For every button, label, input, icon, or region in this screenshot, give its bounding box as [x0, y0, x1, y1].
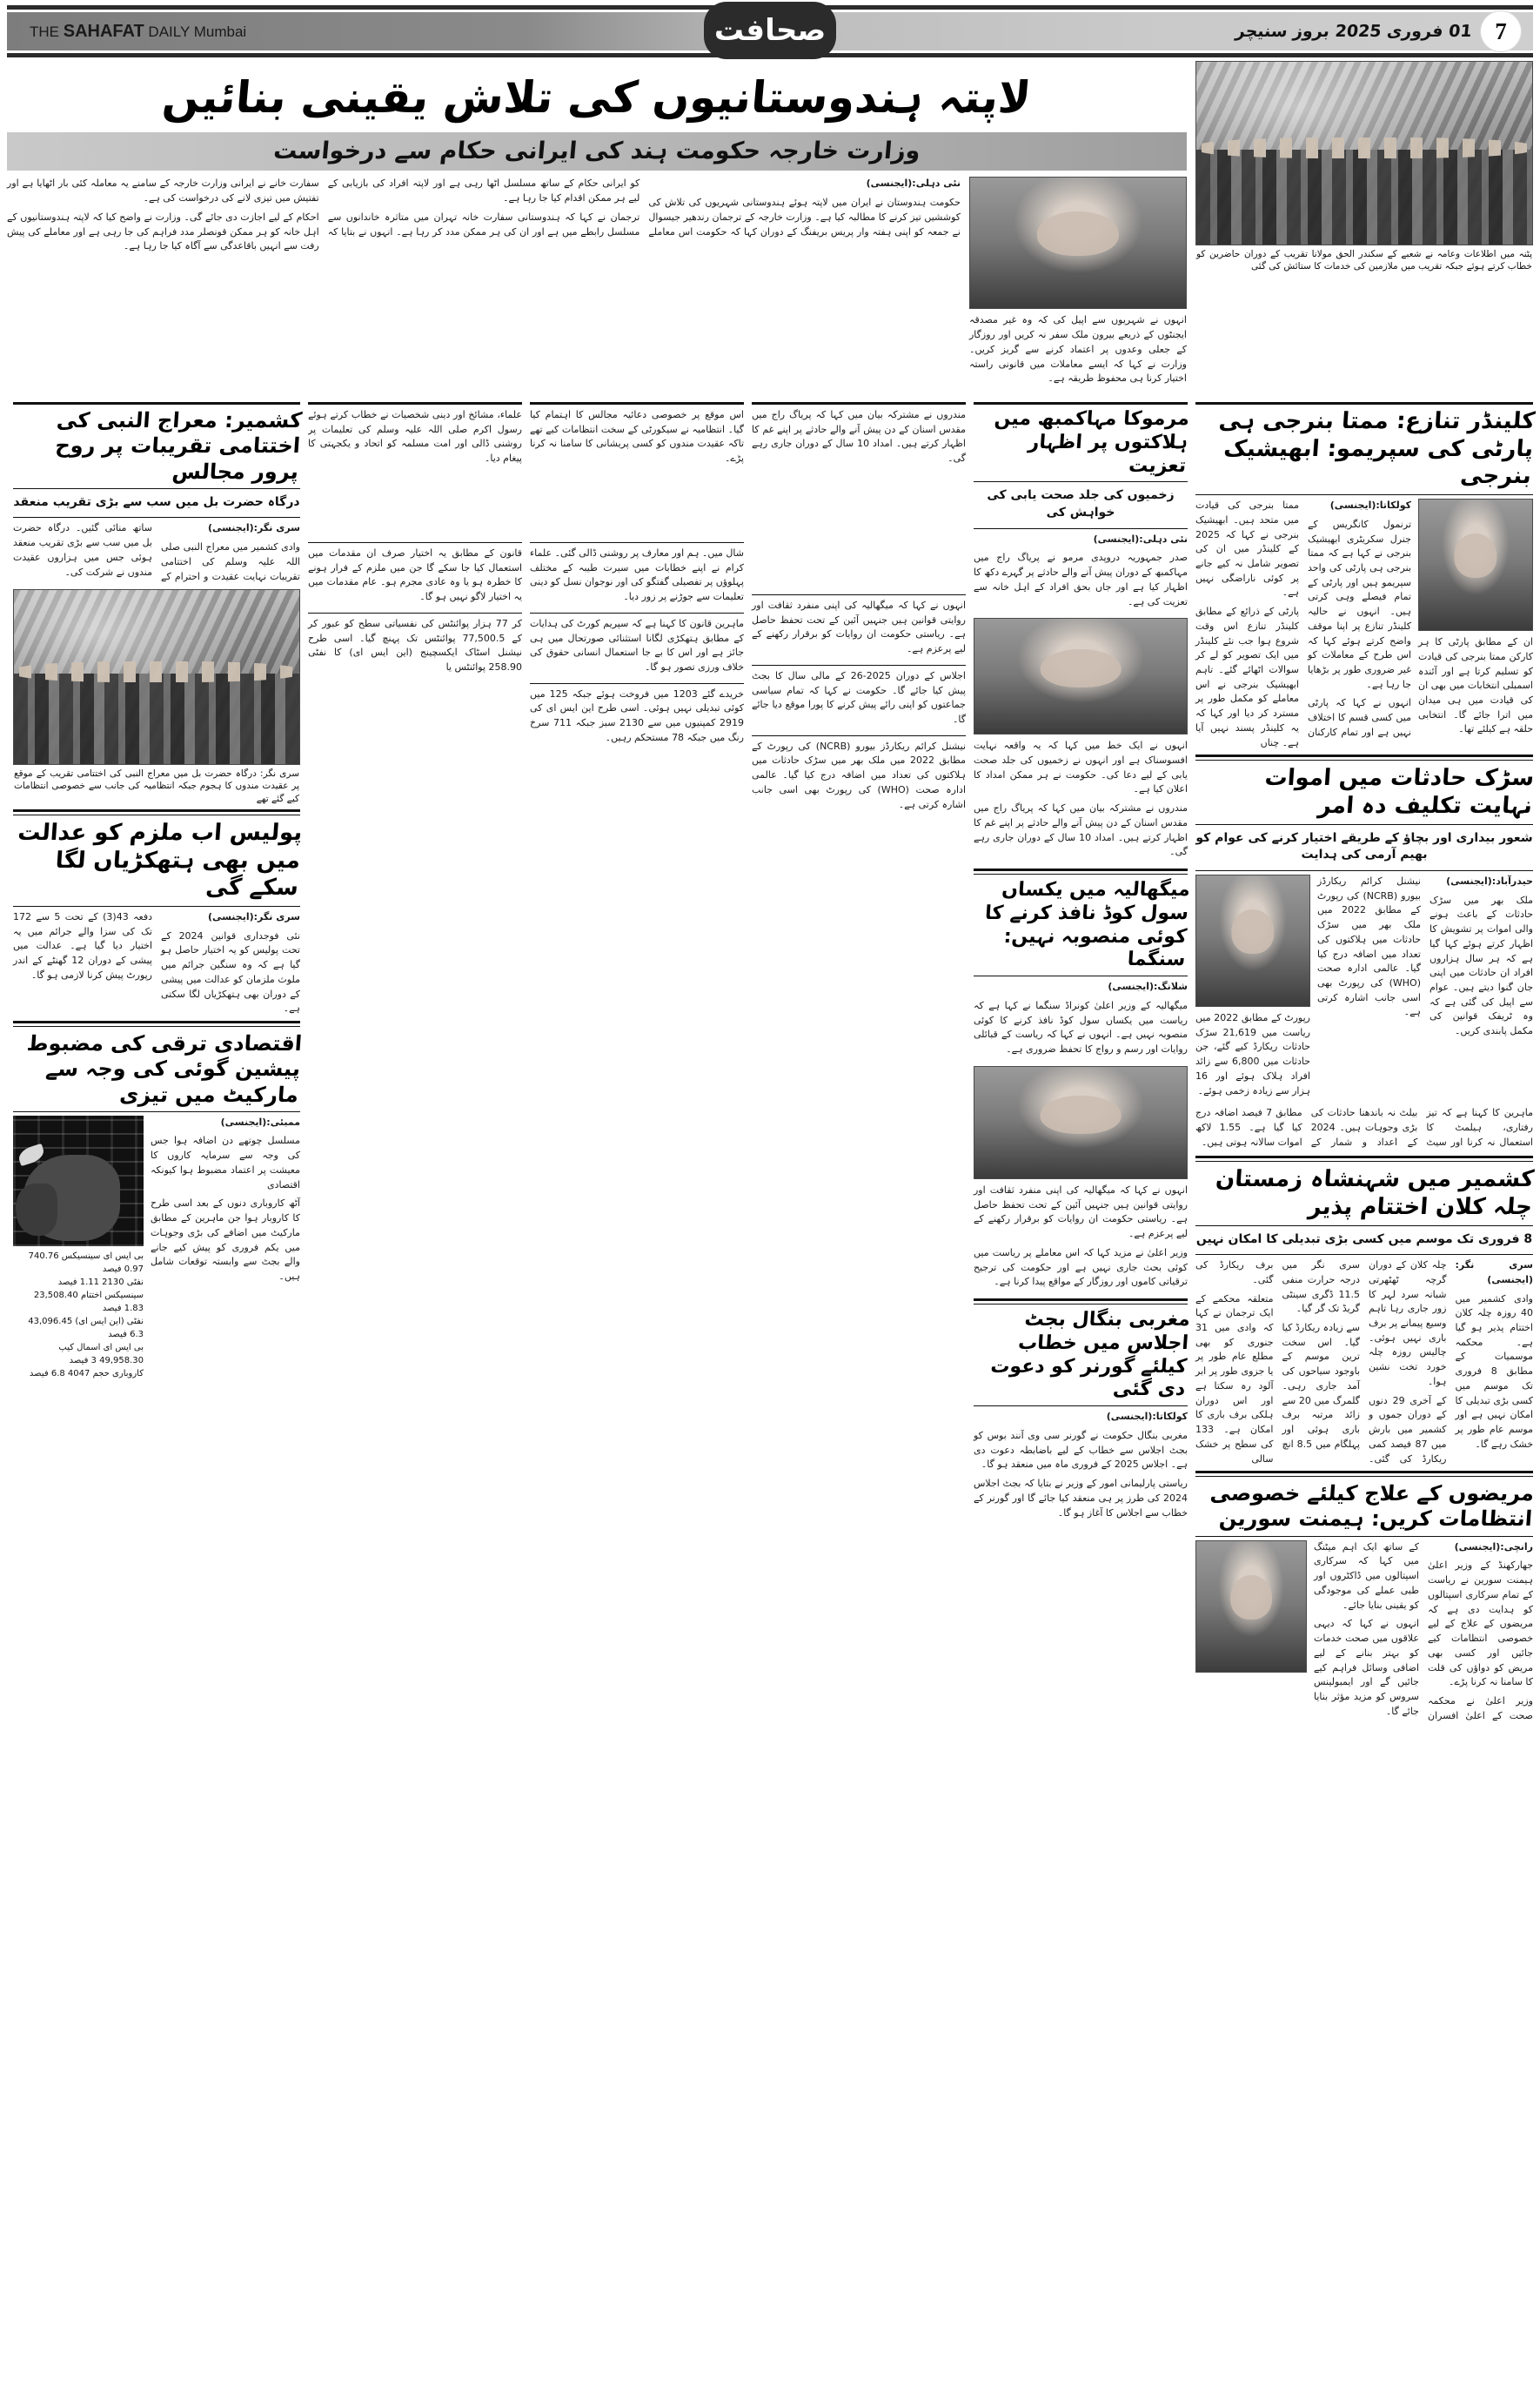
kw-col-c: کے آخری 29 دنوں کے دوران جموں و کشمیر میں بارش میں 87 فیصد کمی ریکارڈ کی گئی۔ سری نگر میں درجہ حرارت منفی 11.5 ڈگری سینٹی گریڈ تک گر گیا۔	[1282, 1259, 1447, 1465]
column-middle-b	[752, 398, 966, 1723]
meghalaya-col-b: انہوں نے کہا کہ میگھالیہ کی اپنی منفرد ثقافت اور روایتی قوانین ہیں جنہیں آئین کے تحت تحفظ حاصل ہے۔ ریاستی حکومت ان روایات کو برقرار رکھنے کے لیے پرعزم ہے۔	[974, 1184, 1188, 1240]
column-right	[1195, 398, 1537, 1723]
road-body-a	[1317, 875, 1533, 1103]
road-col-a: ملک بھر میں سڑک حادثات کے باعث ہونے والی اموات پر تشویش کا اظہار کرتے ہوئے کہا گیا ہے کہ ہر سال ہزاروں افراد ان حادثات میں اپنی جان گنوا دیتے ہیں۔ عوام سے اپیل کی گئی ہے کہ وہ ٹریفک قوانین کی مکمل پابندی کریں۔	[1430, 894, 1533, 1037]
market-col-a: مسلسل چوتھے دن اضافہ ہوا جس کی وجہ سے سرمایہ کاروں کا معیشت پر اعتماد مضبوط ہوا کیونکہ اقتصادی	[151, 1135, 300, 1190]
kw-col-d: سے زیادہ ریکارڈ کیا گیا۔ اس سخت ترین موسم کے باوجود سیاحوں کی آمد جاری رہی۔ گلمرگ میں 20 سے زائد مرتبہ برف باری ہوئی اور پہلگام میں 8.5 انچ برف ریکارڈ کی گئی۔	[1195, 1259, 1360, 1450]
meghalaya-spill	[752, 599, 966, 661]
patients-dateline: رانچی:(ایجنسی)	[1454, 1540, 1533, 1553]
index-name-3: نفٹی (این ایس ای)	[75, 1316, 144, 1326]
lead-headline: لاپتہ ہندوستانیوں کی تلاش یقینی بنائیں	[160, 72, 1034, 123]
miraj-col-b: علماء، مشائخ اور دینی شخصیات نے خطاب کرتے ہوئے رسول اکرم صلی اللہ علیہ وسلم کی تعلیمات پر روشنی ڈالی اور امت مسلمہ کو اتحاد و یکجہتی کا پیغام دیا۔	[308, 408, 522, 465]
index-name-0: بی ایس ای سینسیکس	[61, 1251, 144, 1261]
index-row-1	[13, 1276, 144, 1289]
lead-portrait-photo	[969, 177, 1187, 309]
kumbh-body-b	[974, 739, 1188, 864]
patients-headline: مریضوں کے علاج کیلئے خصوصی انتظامات کریں: ہیمنت سورین	[1209, 1481, 1536, 1532]
miraj-spill-c	[308, 408, 522, 539]
index-name-1: نفٹی	[126, 1277, 144, 1287]
bengal-spill	[752, 669, 966, 732]
market-spill-a	[530, 687, 744, 750]
lead-photo	[1195, 61, 1533, 245]
masthead-bar	[7, 12, 1533, 50]
kumbh-photo	[974, 618, 1188, 734]
index-row-5	[13, 1367, 144, 1380]
meghalaya-col-c: وزیر اعلیٰ نے مزید کہا کہ اس معاملے پر ریاست میں کوئی بحث جاری نہیں ہے اور حکومت کی ترجیح ترقیاتی کاموں اور روزگار کے مواقع پیدا کرنا ہے۔	[974, 1246, 1188, 1288]
market-headline: اقتصادی ترقی کی مضبوط پیشین گوئی کی وجہ سے مارکیٹ میں تیزی	[25, 1030, 304, 1107]
kumbh-col-a: صدر جمہوریہ دروپدی مرمو نے پریاگ راج میں مہاکمبھ کے دوران پیش آنے والے حادثے پر گہرے دکھ کا اظہار کیا ہے اور جاں بحق افراد کے اہل خانہ سے تعزیت کی ہے۔	[974, 552, 1188, 607]
miraj-dateline: سری نگر:(ایجنسی)	[207, 522, 300, 534]
masthead-date: 01 فروری 2025 بروز سنیچر	[1235, 22, 1474, 41]
road-spill	[752, 740, 966, 817]
miraj-photo-caption: سری نگر: درگاہ حضرت بل میں معراج النبی کی اختتامی تقریب کے موقع پر عقیدت مندوں کا ہجوم جبکہ انتظامیہ کی جانب سے خصوصی انتظامات کیے گئے تھے	[14, 768, 299, 804]
miraj-spill-a	[530, 408, 744, 539]
road-body-b	[1195, 1106, 1533, 1151]
lead-col-c: انہوں نے شہریوں سے اپیل کی کہ وہ غیر مصدقہ ایجنٹوں کے ذریعے بیرون ملک سفر نہ کریں اور روزگار کے جعلی وعدوں پر اعتماد کرنے سے گریز کریں۔ وزارت نے کہا کہ ایسے معاملات میں قانونی راستہ اختیار کرنا ہی محفوظ طریقہ ہے۔	[969, 314, 1187, 385]
sahafat-logo: صحافت	[704, 2, 836, 59]
bengal-budget-body	[974, 1410, 1188, 1525]
market-indices-list	[13, 1250, 144, 1380]
meghalaya-dateline: شلانگ:(ایجنسی)	[1108, 981, 1188, 993]
meghalaya-body-a	[974, 980, 1188, 1062]
police-col-a: نئی فوجداری قوانین 2024 کے تحت پولیس کو یہ اختیار حاصل ہو گیا ہے کہ وہ سنگین جرائم میں ملوث ملزمان کو عدالت میں پیشی کے دوران بھی ہتھکڑیاں لگا سکتی ہے۔	[161, 929, 300, 1015]
police-col-b: قانون کے مطابق یہ اختیار صرف ان مقدمات میں استعمال کیا جا سکے گا جن میں ملزم کے فرار ہونے کا خطرہ ہو یا وہ عادی مجرم ہو۔ عام مقدمات میں یہ اختیار لاگو نہیں ہو گا۔	[308, 547, 522, 603]
index-row-0	[13, 1250, 144, 1276]
bengal-col-a: مغربی بنگال حکومت نے گورنر سی وی آنند بوس کو بجٹ اجلاس سے خطاب کے لیے باضابطہ دعوت دی ہے۔ اجلاس 2025 کے فروری ماہ میں منعقد ہو گا۔	[974, 1429, 1188, 1471]
miraj-subhead: درگاہ حضرت بل میں سب سے بڑی تقریب منعقد	[13, 494, 300, 509]
market-body	[151, 1116, 300, 1380]
index-pct-0: 0.97 فیصد	[102, 1264, 144, 1274]
miraj-col-d: شال میں۔ ہم اور معارف پر روشنی ڈالی گئی۔ علماء کرام نے اپنے خطابات میں سیرت طیبہ کے مختلف پہلوؤں پر تفصیلی گفتگو کی اور نوجوان نسل کو دینی تعلیمات سے جوڑنے پر زور دیا۔	[529, 547, 744, 603]
meghalaya-col-a: میگھالیہ کے وزیر اعلیٰ کونراڈ سنگما نے کہا ہے کہ ریاست میں یکساں سول کوڈ نافذ کرنے کا کوئی منصوبہ نہیں ہے۔ انہوں نے کہا کہ ریاست کے قبائلی روایات اور رسم و رواج کا تحفظ ضروری ہے۔	[974, 1000, 1188, 1056]
english-title-brand: SAHAFAT	[63, 21, 144, 41]
index-value-0: 740.76	[28, 1251, 59, 1261]
lead-col-d: احکام کے لیے اجازت دی جائے گی۔ وزارت نے واضح کیا کہ لاپتہ ہندوستانیوں کے اہل خانہ کو ہر ممکن قونصلر مدد فراہم کی جا رہی ہے اور معاملے کی پیش رفت سے انہیں باقاعدگی سے آگاہ کیا جا رہا ہے۔	[7, 211, 319, 252]
index-value-3: 43,096.45	[28, 1316, 73, 1326]
lead-body	[7, 177, 961, 254]
kw-col-e: متعلقہ محکمے کے ایک ترجمان نے کہا کہ وادی میں 31 جنوری کو بھی مطلع عام طور پر یا جزوی طور پر ابر آلود رہ سکتا ہے اور اس دوران ہلکی برف باری کا امکان ہے۔ 133 کی سطح پر خشک سالی	[1195, 1292, 1274, 1465]
lead-photo-block	[1195, 61, 1533, 391]
police-col-c: ماہرین قانون کا کہنا ہے کہ سپریم کورٹ کی ہدایات کے مطابق ہتھکڑی لگانا استثنائی صورتحال میں ہی جائز ہے اور اس کا بے جا استعمال انسانی حقوق کی خلاف ورزی تصور ہو گا۔	[530, 617, 744, 674]
kumbh-col-b: انہوں نے ایک خط میں کہا کہ یہ واقعہ نہایت افسوسناک ہے اور انہوں نے زخمیوں کی جلد صحت یابی کے لیے دعا کی۔ حکومت نے ہر ممکن امداد کا اعلان کیا ہے۔	[974, 740, 1188, 795]
newspaper-page	[0, 5, 1540, 2381]
patients-photo	[1195, 1540, 1307, 1673]
kashmir-winter-headline: کشمیر میں شہنشاہ زمستان چلہ کلان اختتام پذیر	[1215, 1166, 1536, 1220]
meghalaya-photo	[974, 1066, 1188, 1179]
banerjee-col-a: ترنمول کانگریس کے جنرل سکریٹری ابھیشیک بنرجی نے کہا ہے کہ ممتا بنرجی ہی پارٹی کی واحد سپریمو ہیں اور پارٹی کے تمام فیصلے وہی کرتی ہیں۔ انہوں نے حالیہ کلینڈر تنازع پر اپنا موقف واضح کرتے ہوئے کہا کہ اس طرح کے معاملات کو غیر ضروری طور پر بڑھایا جا رہا ہے۔	[1308, 518, 1411, 690]
column-left-b	[308, 398, 522, 1723]
police-spill-b	[308, 547, 522, 609]
road-dateline: حیدرآباد:(ایجنسی)	[1446, 875, 1533, 887]
market-col-c: خریدے گئے 1203 میں فروخت ہوئے جبکہ 125 میں کوئی تبدیلی نہیں ہوئی۔ اسی طرح این ایس ای کی 2919 کمپنیوں میں سے 2130 سبز جبکہ 711 سرخ رنگ میں جبکہ 78 مستحکم رہیں۔	[530, 687, 745, 743]
english-title-post: DAILY Mumbai	[144, 23, 247, 40]
lead-subhead: وزارت خارجہ حکومت ہند کی ایرانی حکام سے درخواست	[272, 137, 922, 164]
police-headline: پولیس اب ملزم کو عدالت میں بھی ہتھکڑیاں لگا سکے گی	[17, 819, 304, 902]
bengal-col-b: ریاستی پارلیمانی امور کے وزیر نے بتایا کہ بجٹ اجلاس 2024 کی طرز پر ہی منعقد کیا جائے گا اور گورنر کے خطاب سے اجلاس کا آغاز ہو گا۔	[974, 1478, 1188, 1519]
banerjee-col-d: ان کے مطابق پارٹی کا ہر کارکن ممتا بنرجی کی قیادت کو تسلیم کرتا ہے اور آئندہ اسمبلی انتخابات میں بھی ان کی قیادت میں ہی میدان میں اترا جائے گا۔ انتخابی حلقہ ہے کیلئے تھا۔	[1418, 636, 1533, 735]
banerjee-headline: کلینڈر تنازع: ممتا بنرجی ہی پارٹی کی سپریمو: ابھیشیک بنرجی	[1217, 407, 1537, 490]
bengal-dateline: کولکاتا:(ایجنسی)	[1106, 1411, 1188, 1423]
kumbh-headline: مرموکا مہاکمبھ میں ہلاکتوں پر اظہار تعزیت	[993, 407, 1190, 477]
kumbh-spill-text: مندروں نے مشترکہ بیان میں کہا کہ پریاگ راج میں مقدس اسنان کے دن پیش آنے والے حادثے پر اپنے غم کا اظہار کرتے ہیں۔ امداد 10 سال کے دوران جاری رہے گی۔	[752, 408, 966, 465]
lead-subhead-band	[7, 132, 1187, 171]
english-title-pre: THE	[30, 23, 64, 40]
lead-story	[7, 61, 1533, 391]
road-headline: سڑک حادثات میں اموات نہایت تکلیف دہ امر	[1263, 765, 1536, 820]
miraj-spill-b	[530, 547, 744, 609]
bengal-col-c: اجلاس کے دوران 2025-26 کے مالی سال کا بجٹ پیش کیا جائے گا۔ حکومت نے کہا کہ تمام سیاسی جماعتوں کو اپنی رائے پیش کرنے کا پورا موقع دیا جائے گا۔	[752, 669, 966, 726]
index-name-5: کاروباری حجم	[92, 1368, 144, 1378]
index-name-2: سینسیکس اختتام	[80, 1290, 144, 1300]
kw-col-a: وادی کشمیر میں 40 روزہ چلہ کلان اختتام پذیر ہو گیا ہے۔ محکمہ موسمیات کے مطابق 8 فروری تک موسم میں کسی بڑی تبدیلی کا امکان نہیں ہے اور موسم عام طور پر خشک رہے گا۔	[1455, 1292, 1533, 1450]
road-spill-text: نیشنل کرائم ریکارڈز بیورو (NCRB) کی رپورٹ کے مطابق 2022 میں ملک بھر میں سڑک حادثات میں ہلاکتوں کی تعداد میں اضافہ درج کیا گیا۔ عالمی ادارہ صحت (WHO) کی رپورٹ بھی اسی جانب اشارہ کرتی ہے۔	[752, 740, 966, 810]
market-col-d: آٹھ کاروباری دنوں کے بعد اسی طرح کا کاروبار ہوا جن ماہرین کے مطابق مارکیٹ میں اضافے کی بڑی وجوہات میں یکم فروری کو پیش کیے جانے والے بجٹ سے وابستہ توقعات شامل ہیں۔	[151, 1197, 300, 1282]
meghalaya-spill-text: انہوں نے کہا کہ میگھالیہ کی اپنی منفرد ثقافت اور روایتی قوانین ہیں جنہیں آئین کے تحت تحفظ حاصل ہے۔ ریاستی حکومت ان روایات کو برقرار رکھنے کے لیے پرعزم ہے۔	[752, 599, 966, 655]
index-value-1: 2130	[102, 1277, 124, 1287]
masthead-english-title	[7, 22, 246, 42]
column-left-a	[530, 398, 744, 1723]
miraj-body	[13, 521, 300, 584]
police-spill-a	[530, 617, 744, 680]
lead-photo-caption: پٹنہ میں اطلاعات وعامہ نے شعبے کے سکندر الحق مولانا تقریب کے دوران حاضرین کو خطاب کرتے ہوئے جبکہ تقریب میں ملازمین کی خدمات کا ستائش کی گئی	[1196, 249, 1532, 272]
banerjee-dateline: کولکاتا:(ایجنسی)	[1329, 500, 1411, 512]
market-dateline: ممبئی:(ایجنسی)	[220, 1116, 300, 1128]
road-photo	[1195, 875, 1310, 1007]
kumbh-col-c: مندروں نے مشترکہ بیان میں کہا کہ پریاگ راج میں مقدس اسنان کے دن پیش آنے والے حادثے پر اپنے غم کا اظہار کرتے ہیں۔ امداد 10 سال کے دوران جاری رہے گی۔	[974, 802, 1188, 858]
kashmir-winter-dateline: سری نگر:(ایجنسی)	[1455, 1259, 1533, 1285]
index-pct-1: 1.11 فیصد	[57, 1277, 99, 1287]
lead-dateline: نئی دہلی:(ایجنسی)	[866, 178, 961, 190]
market-spill-b	[308, 617, 522, 680]
road-subhead: شعور بیداری اور بچاؤ کے طریقے اختیار کرنے کی عوام کو بھیم آرمی کی ہدایت	[1195, 830, 1533, 862]
kashmir-winter-body	[1195, 1258, 1533, 1466]
patients-body	[1314, 1540, 1533, 1724]
lead-col-a: حکومت ہندوستان نے ایران میں لاپتہ ہوئے ہندوستانی شہریوں کی تلاش کی کوششیں تیز کرنے کا مطالبہ کیا ہے۔ وزارت خارجہ کے ترجمان رندھیر جیسوال نے جمعہ کو اپنی ہفتہ وار پریس بریفنگ کے دوران کہا کہ حکومت اس معاملے کو ایرانی حکام کے ساتھ مسلسل اٹھا رہی ہے اور لاپتہ افراد کی بازیابی کے لیے ہر ممکن اقدام کیا جا رہا ہے۔	[327, 178, 961, 238]
lead-col-b: ترجمان نے کہا کہ ہندوستانی سفارت خانہ تہران میں متاثرہ خاندانوں سے مسلسل رابطے میں ہے اور ان کی ہر ممکن مدد کر رہا ہے۔ انہوں نے بتایا کہ سفارت خانے نے ایرانی وزارت خارجہ کے سامنے یہ معاملہ کئی بار اٹھایا ہے اور تفتیش میں تیزی لانے کی درخواست کی ہے۔	[7, 178, 640, 238]
index-row-2	[13, 1289, 144, 1315]
banerjee-body	[1195, 499, 1411, 750]
police-body	[13, 910, 300, 1016]
miraj-headline: کشمیر: معراج النبی کی اختتامی تقریبات پر روح پرور مجالس	[54, 407, 304, 484]
kumbh-subhead: زخمیوں کی جلد صحت یابی کی خواہش کی	[987, 488, 1175, 520]
miraj-col-a: وادی کشمیر میں معراج النبی صلی اللہ علیہ وسلم کی اختتامی تقریبات نہایت عقیدت و احترام کے ساتھ منائی گئیں۔ درگاہ حضرت بل میں سب سے بڑی تقریب منعقد ہوئی جس میں ہزاروں عقیدت مندوں نے شرکت کی۔	[13, 522, 300, 582]
market-col-b: کر 77 ہزار پوائنٹس کی نفسیاتی سطح کو عبور کر کے 77,500.5 پوائنٹس تک پہنچ گیا۔ اسی طرح نیشنل اسٹاک ایکسچینج (این ایس ای) کا نفٹی 258.90 پوائنٹس یا	[308, 617, 522, 674]
kashmir-winter-subhead: 8 فروری تک موسم میں کسی بڑی تبدیلی کا امکان نہیں	[1195, 1231, 1533, 1246]
index-value-5: 4047	[67, 1368, 90, 1378]
kumbh-body-a	[974, 533, 1188, 614]
road-col-b: نیشنل کرائم ریکارڈز بیورو (NCRB) کی رپورٹ کے مطابق 2022 میں ملک بھر میں سڑک حادثات میں ہلاکتوں کی تعداد میں اضافہ درج کیا گیا۔ عالمی ادارہ صحت (WHO) کی رپورٹ بھی اسی جانب اشارہ کرتی ہے۔	[1317, 875, 1421, 1018]
page-number-badge: 7	[1481, 11, 1521, 51]
police-col-d: دفعہ 43(3) کے تحت 5 سے 172 تک کی سزا والے جرائم میں یہ اختیار دیا گیا ہے۔ عدالت میں پیشی کے دوران 12 گھنٹے کے اندر رپورٹ پیش کرنا لازمی ہو گا۔	[13, 910, 152, 981]
miraj-photo	[13, 589, 300, 765]
meghalaya-body-b	[974, 1184, 1188, 1294]
lead-photo-secondary-block	[969, 177, 1187, 391]
road-col-d: ماہرین کا کہنا ہے کہ تیز رفتاری، ہیلمٹ کا استعمال نہ کرنا اور سیٹ بیلٹ نہ باندھنا حادثات کی بڑی وجوہات ہیں۔ 2024 کے اعداد و شمار کے مطابق 7 فیصد اضافہ درج کیا گیا ہے۔ 1.55 لاکھ اموات سالانہ ہوتی ہیں۔	[1195, 1107, 1533, 1148]
bengal-budget-headline: مغربی بنگال بجٹ اجلاس میں خطاب کیلئے گورنر کو دعوت دی گئی	[989, 1308, 1191, 1401]
banerjee-col-b: انہوں نے کہا کہ پارٹی میں کسی قسم کا اختلاف نہیں ہے اور تمام کارکنان ممتا بنرجی کی قیادت میں متحد ہیں۔ ابھیشیک بنرجی نے کہا کہ 2025 کے کلینڈر میں ان کی تصویر شامل نہ کیے جانے پر کوئی ناراضگی نہیں ہے۔	[1195, 500, 1411, 738]
banerjee-col-c: پارٹی کے ذرائع کے مطابق کلینڈر تنازع اس وقت شروع ہوا جب نئے کلینڈر میں ایک تصویر کو لے کر سوالات اٹھائے گئے۔ تاہم ابھیشیک بنرجی نے اس معاملے کو مکمل طور پر مسترد کر دیا اور کہا کہ یہ کلینڈر پسند نہیں آیا ہے۔ چناں	[1195, 606, 1299, 748]
index-name-4: بی ایس ای اسمال کیپ	[58, 1342, 144, 1352]
index-row-4	[13, 1341, 144, 1367]
column-far-left	[13, 398, 304, 1723]
index-value-2: 23,508.40	[33, 1290, 78, 1300]
meghalaya-headline: میگھالیہ میں یکساں سول کوڈ نافذ کرنے کا کوئی منصوبہ نہیں: سنگما	[984, 879, 1191, 971]
index-row-3	[13, 1315, 144, 1341]
stock-market-bull-photo	[13, 1116, 144, 1246]
masthead	[7, 5, 1533, 56]
content-grid	[7, 398, 1537, 1723]
kw-col-b: چلہ کلان کے دوران گرچہ ٹھٹھرتی شبانہ سرد لہر کا زور جاری رہا تاہم وسیع پیمانے پر برف باری نہیں ہوئی۔ چالیس روزہ چلہ خورد تخت نشین ہوا۔	[1369, 1259, 1447, 1387]
index-pct-5: 6.8 فیصد	[29, 1368, 65, 1378]
index-pct-2: 1.83 فیصد	[102, 1303, 144, 1313]
kumbh-dateline: نئی دہلی:(ایجنسی)	[1093, 533, 1188, 545]
lead-main	[7, 61, 1187, 391]
index-value-4: 49,958.30	[99, 1355, 144, 1365]
miraj-col-c: اس موقع پر خصوصی دعائیہ مجالس کا اہتمام کیا گیا۔ انتظامیہ نے سیکورٹی کے سخت انتظامات کیے تھے تاکہ عقیدت مندوں کو کسی پریشانی کا سامنا نہ کرنا پڑے۔	[530, 408, 744, 465]
kumbh-spill	[752, 408, 966, 591]
index-pct-3: 6.3 فیصد	[108, 1329, 144, 1339]
index-pct-4: 3 فیصد	[69, 1355, 97, 1365]
patients-col-b: وزیر اعلیٰ نے محکمہ صحت کے اعلیٰ افسران کے ساتھ ایک اہم میٹنگ میں کہا کہ سرکاری اسپتالوں میں ڈاکٹروں اور طبی عملے کی موجودگی کو یقینی بنایا جائے۔	[1314, 1540, 1533, 1721]
column-middle-a	[974, 398, 1191, 1723]
police-dateline: سری نگر:(ایجنسی)	[207, 910, 300, 922]
banerjee-photo	[1418, 499, 1533, 631]
patients-col-c: انہوں نے کہا کہ دیہی علاقوں میں صحت خدمات کو بہتر بنانے کے لیے اضافی وسائل فراہم کیے جائیں گے اور ایمبولینس سروس کو مزید مؤثر بنایا جائے گا۔	[1314, 1618, 1419, 1717]
patients-col-a: جھارکھنڈ کے وزیر اعلیٰ ہیمنت سورین نے ریاست کے تمام سرکاری اسپتالوں کو ہدایت دی ہے کہ مریضوں کے علاج کے لیے خصوصی انتظامات کیے جائیں اور کسی بھی مریض کو دواؤں کی قلت کا سامنا نہ کرنا پڑے۔	[1428, 1559, 1533, 1688]
road-col-c: رپورٹ کے مطابق 2022 میں ریاست میں 21,619 سڑک حادثات ریکارڈ کیے گئے، جن حادثات میں 6,800 سے زائد افراد ہلاک ہوئے اور 16 ہزار سے زیادہ زخمی ہوئے۔	[1195, 1011, 1310, 1097]
